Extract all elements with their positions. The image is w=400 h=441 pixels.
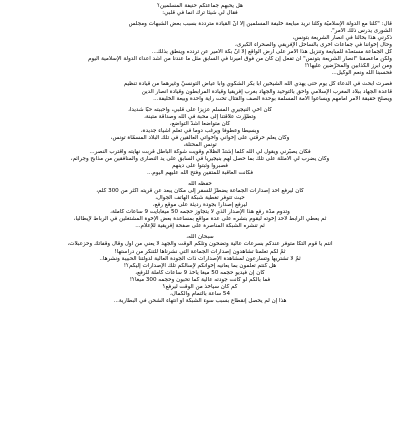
text-line: ثمّ لكم تعلّمنا تشاهدون إصدارات الجماعة التي نشرناها للتنكّر من دراستها!	[114, 248, 286, 255]
text-line: ثم يعطي الرابط لأحد إخوته ليقوم بنشره على عدة مواقع بمساعدة بعض الإخوة المشتغلين في الرباط لإيطاليا،	[73, 216, 327, 223]
text-line: كلّ الجماعة مستعدّة للمبايعة وتنزيل هذا الأمر على أرض الواقع إلا أنّ بكّة الأمير عن تردده وينطق بذلك...	[151, 49, 392, 56]
text-line: وبسيطا وعطوفا ويرغب دوما في تعلّم أشياء جديدة،	[140, 127, 260, 134]
text-line: كان ليرفع أحد إصدارات الجماعة يضطرّ للسفر إلى مكان يبعد عن قريته أكثر من 300 كلم،	[96, 188, 304, 195]
paragraph-block	[8, 21, 392, 77]
text-line: ليرفع إصداراً بجودة رديئة على موقع رفع،	[152, 202, 248, 209]
text-line: تونس المحتلة،	[183, 141, 217, 148]
text-line: فما بالكم لو كانت جودته عالية كما تحبون وحجمه 300 ميغا؟!	[129, 276, 271, 283]
paragraph-block	[8, 107, 392, 177]
text-line: فكان يصبّرني ويقول لي الله كلّما إشتدّ الظلام وقويت شوكة الباطل قربت نهايته واقترب النصر...	[89, 148, 311, 155]
paragraph-block	[8, 181, 392, 230]
text-line: ثمّ لا تشتريها وتسارعون لمشاهدة الإصدارات ذات الجودة العالية لدولتنا الحبيبة ونشرها..	[99, 255, 301, 262]
paragraph-block	[8, 3, 392, 17]
text-line: هل يحبهم جماعتكم حنيفة المسلمين؟	[157, 3, 243, 9]
text-line: ثم تنشره الشبكة المناصرة على صفحة إفريقية للإعلام...	[135, 223, 265, 230]
text-line: فصرت أبحث في الدعاء كلّ يوم حتى يهدي الله الشيخين أبا بكر الشكوي وأبا عياض التونسيّ وغيرهما من قيادة تنظيم	[123, 81, 392, 88]
text-line: أنتم يا قوم التكا متوفر عندكم بسرعات عالية وتضحون وتلكم الوقت والجهد لا يعني من أول وقال وقفاتك وحزعبلات،	[67, 241, 333, 248]
text-line: فحسبنا الله ونعم الوكيل...	[331, 70, 392, 77]
text-line: الشورى يدرس ذلك الأمر".	[330, 28, 392, 35]
text-line: فكانت العاقبة للمتقين وفتح الله عليهم اليوم...	[146, 170, 254, 177]
text-line: حفظه الله	[188, 181, 212, 188]
text-line: 54 ساعة بالتمام والكمال،	[169, 290, 231, 297]
text-line: وتدوم مدّة رفع هذا الإصدار الذي لا يتجاوز حجمه 50 ميغابايت 9 ساعات كاملة،	[110, 209, 290, 216]
text-line: هذا إن لم يحصل إنقطاع بسبب سوء الشبكة أو انتهاء الشحن في البطّارية...	[113, 297, 287, 304]
text-line: ولكن ماعصفنا "أنصار الشريعة بتونس" أن تفعل إن كان من فوق أميرنا في السابق مثل ما عندنا من أشد أعداء الدولة الإسلامية اليوم	[88, 56, 392, 63]
text-line: ومن أبرز الكذابين والمحرّضين عليها؟!	[304, 63, 392, 70]
text-line: وكان يضرب لي الأمثلة على تلك بما حصل لهم بنيجيريا في السابق على يد النصارى والمنافقين من مذابح وجرائم،	[70, 155, 330, 162]
paragraph-block	[8, 81, 392, 102]
text-line: هل كنتم تعلمون بما يعانيه إخوانكم لإسالكم تلك الإصدارات إليكم؟!	[123, 262, 277, 269]
text-line: فقال لي شيئا ترك أنما في قلبي:	[162, 10, 238, 17]
text-line: وحال إخواننا في جماعات أخرى بالساحل الإفريقي والصحراء الكبرى،	[235, 42, 392, 49]
text-line: قال: "كلّنا مع الدولة الإسلاميّة وكلّنا نريد مبايعة خليفة المسلمين إلا أنّ القيادة مترددة بسبب بعض الشبهات ومجلس	[128, 21, 392, 28]
text-line: كان إن فيديو حجمه 50 ميغا يأخذ 9 ساعات كاملة للرفع،	[135, 269, 265, 276]
text-line: ذكرني هذا بحالنا في أنصار الشريعة بتونس،	[292, 35, 392, 42]
text-line: ويصلح حقيقة الأمر أمامهم ويساعوا الأمة المسلمة بوحدة الصف والقتال تحت راية واحدة وبيعة الخليفة...	[153, 95, 392, 102]
paragraph-block	[8, 234, 392, 304]
text-line: حيث تتوفر تغطية شبكة الهاتف الجوال،	[155, 195, 245, 202]
text-line: وكان يعلم حرقتي على إخواني وأخواتي العالقين في تلك البلاد المسمّاة تونس،	[110, 134, 290, 141]
text-line: كم كان سيأخذ من الوقت ليرفع؟	[162, 283, 238, 290]
text-line: كان متواضعا أشدّ التواضع،	[169, 120, 231, 127]
text-line: سبحان الله،	[186, 234, 214, 241]
text-line: وتطوّرت علاقتنا إلى محبة في الله وصداقة متينة،	[144, 113, 256, 120]
text-line: كان أخي النيجيري المسلم عزيزا على قلبي، وأحببته حبّا شديدا،	[128, 106, 272, 113]
text-line: فصبروا وثبتوا على دينهم	[172, 162, 228, 169]
text-line: قاعدة الجهاد ببلاد المغرب الإسلامي وأحق بالتوحيد والجهاد بغرب إفريقيا وقيادة المرابطون وقيادة أنصار الدين	[141, 88, 392, 95]
